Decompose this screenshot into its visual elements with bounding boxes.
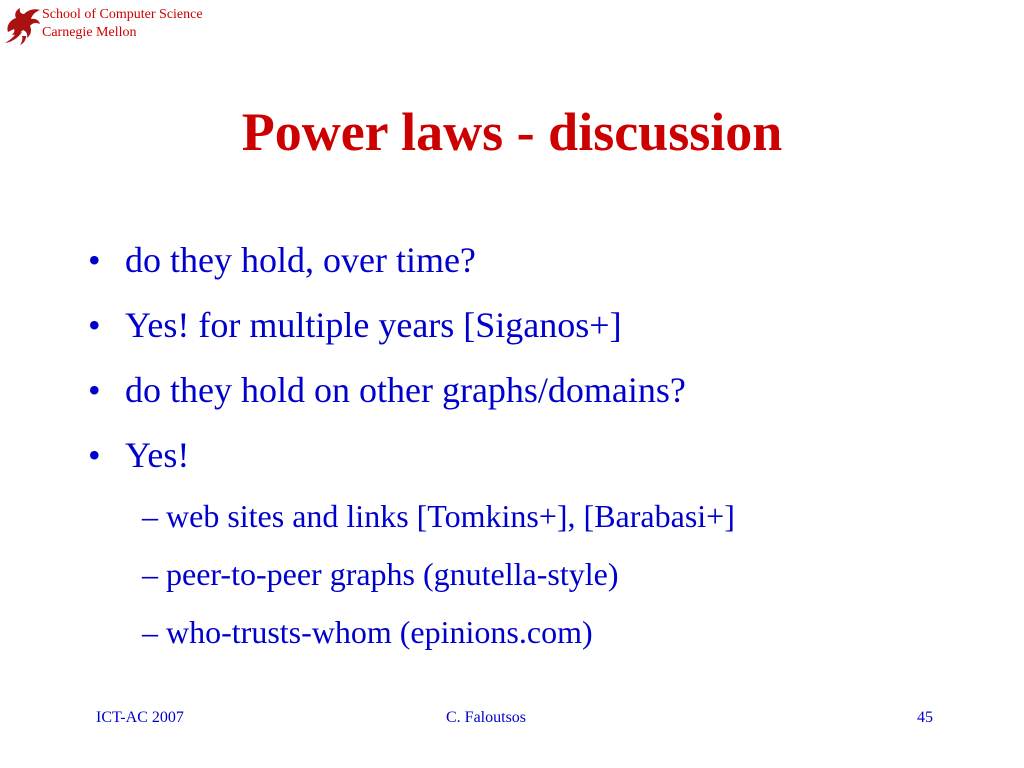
bullet-dot-icon: • [88,370,101,410]
bullet-dot-icon: • [88,240,101,280]
bullet-dot-icon: • [88,435,101,475]
footer-author: C. Faloutsos [446,709,527,726]
bullet-dot-icon: • [88,305,101,345]
university-name: Carnegie Mellon [42,25,137,40]
footer-event: ICT-AC 2007 [96,709,184,726]
organization-name [42,6,203,42]
sub-bullet-item: – web sites and links [Tomkins+], [Barabasi+] [142,498,735,534]
bullet-text: Yes! [125,435,190,475]
sub-bullet-item: – who-trusts-whom (epinions.com) [142,614,593,650]
bullet-text: do they hold, over time? [125,240,476,280]
bullet-text: Yes! for multiple years [Siganos+] [125,305,622,345]
sub-bullet-item: – peer-to-peer graphs (gnutella-style) [142,556,619,592]
bullet-text: do they hold on other graphs/domains? [125,370,686,410]
dragon-icon [2,2,42,46]
slide-title: Power laws - discussion [241,102,783,162]
school-name: School of Computer Science [42,7,203,22]
page-number: 45 [917,709,933,726]
